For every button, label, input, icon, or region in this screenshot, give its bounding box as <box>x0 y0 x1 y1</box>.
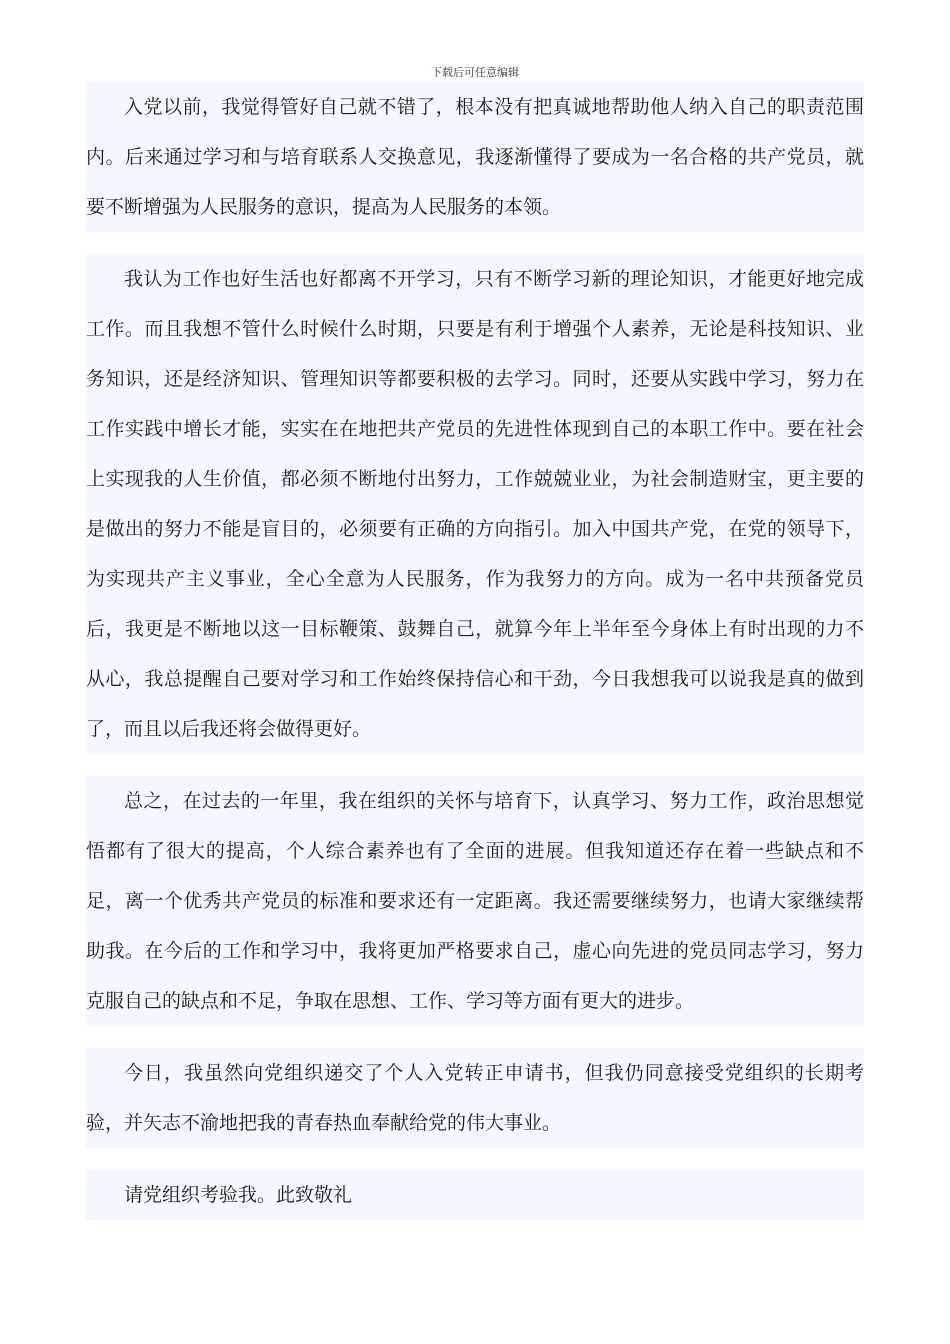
page-header-note: 下载后可任意编辑 <box>431 66 519 79</box>
paragraph-gap <box>86 1148 864 1170</box>
paragraph-4: 今日，我虽然向党组织递交了个人入党转正申请书，但我仍同意接受党组织的长期考验，并矢志不渝地把我的青春热血奉献给党的伟大事业。 <box>86 1048 864 1148</box>
paragraph-gap <box>86 754 864 776</box>
paragraph-gap <box>86 1026 864 1048</box>
paragraph-3: 总之，在过去的一年里，我在组织的关怀与培育下，认真学习、努力工作，政治思想觉悟都有了很大的提高，个人综合素养也有了全面的进展。但我知道还存在着一些缺点和不足，离一个优秀共产党员的标准和要求还有一定距离。我还需要继续努力，也请大家继续帮助我。在今后的工作和学习中，我将更加严格要求自己，虚心向先进的党员同志学习，努力克服自己的缺点和不足，争取在思想、工作、学习等方面有更大的进步。 <box>86 776 864 1026</box>
paragraph-2: 我认为工作也好生活也好都离不开学习，只有不断学习新的理论知识，才能更好地完成工作。而且我想不管什么时候什么时期，只要是有利于增强个人素养，无论是科技知识、业务知识，还是经济知识、管理知识等都要积极的去学习。同时，还要从实践中学习，努力在工作实践中增长才能，实实在在地把共产党员的先进性体现到自己的本职工作中。要在社会上实现我的人生价值，都必须不断地付出努力，工作兢兢业业，为社会制造财宝，更主要的是做出的努力不能是盲目的，必须要有正确的方向指引。加入中国共产党，在党的领导下，为实现共产主义事业，全心全意为人民服务，作为我努力的方向。成为一名中共预备党员后，我更是不断地以这一目标鞭策、鼓舞自己，就算今年上半年至今身体上有时出现的力不从心，我总提醒自己要对学习和工作始终保持信心和干劲，今日我想我可以说我是真的做到了，而且以后我还将会做得更好。 <box>86 254 864 754</box>
paragraph-gap <box>86 232 864 254</box>
paragraph-1: 入党以前，我觉得管好自己就不错了，根本没有把真诚地帮助他人纳入自己的职责范围内。后来通过学习和与培育联系人交换意见，我逐渐懂得了要成为一名合格的共产党员，就要不断增强为人民服务的意识，提高为人民服务的本领。 <box>86 82 864 232</box>
paragraph-5: 请党组织考验我。此致敬礼 <box>86 1170 864 1220</box>
document-body <box>86 82 864 1220</box>
